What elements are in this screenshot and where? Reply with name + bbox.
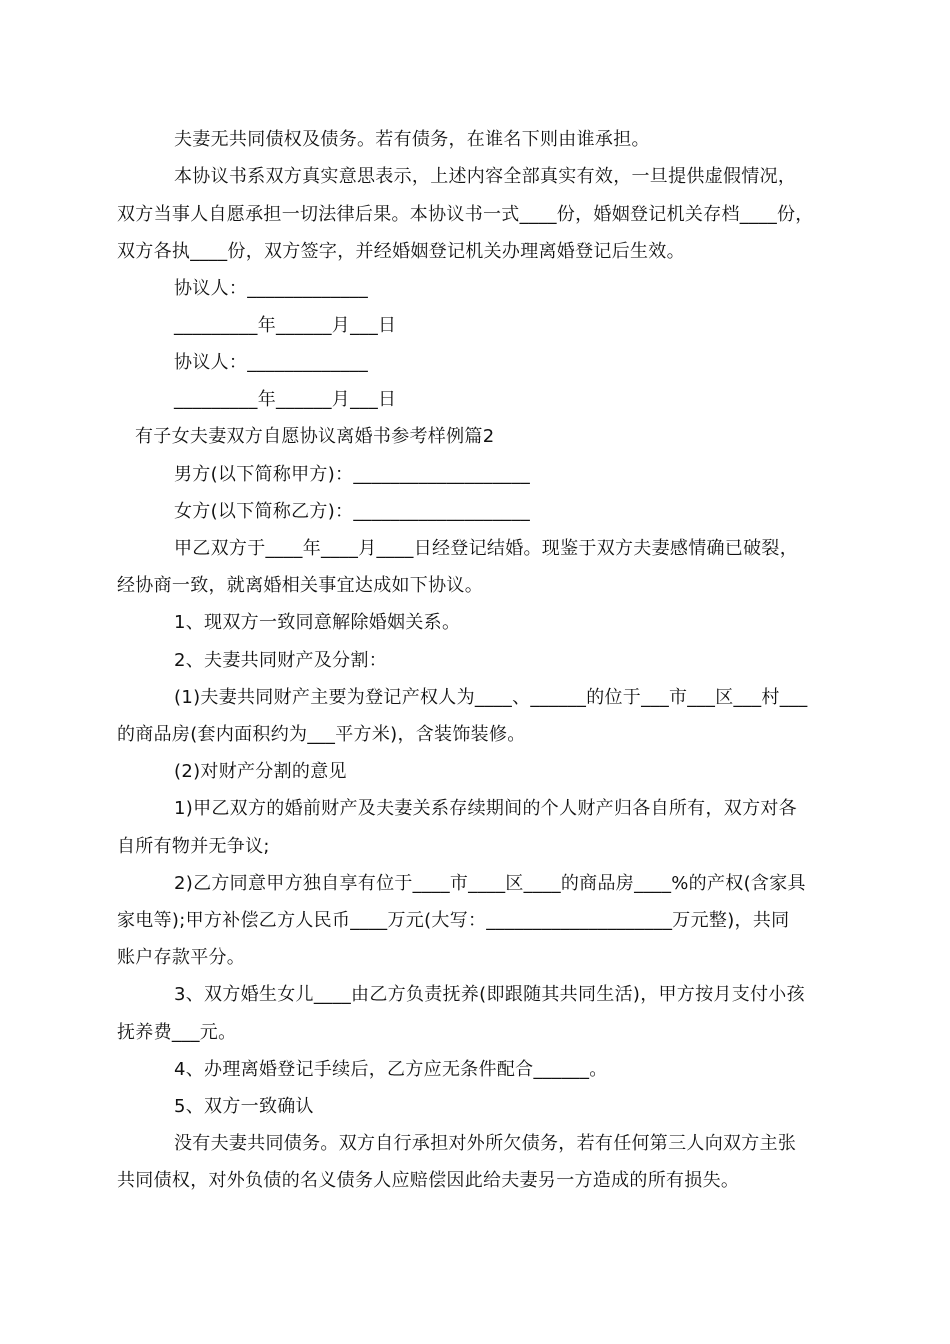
party-line: 女方(以下简称乙方)：___________________ xyxy=(174,501,531,522)
clause-line: 1、现双方一致同意解除婚姻关系。 xyxy=(174,612,461,633)
section-title: 有子女夫妻双方自愿协议离婚书参考样例篇2 xyxy=(135,426,495,447)
text-line: 自所有物并无争议; xyxy=(117,836,270,857)
clause-line: 1)甲乙双方的婚前财产及夫妻关系存续期间的个人财产归各自所有，双方对各 xyxy=(174,798,797,819)
text-line: 夫妻无共同债权及债务。若有债务，在谁名下则由谁承担。 xyxy=(174,129,650,150)
clause-line: 2)乙方同意甲方独自享有位于____市____区____的商品房____%的产权(含家具 xyxy=(174,873,806,894)
text-line: 账户存款平分。 xyxy=(117,947,246,968)
party-line: 男方(以下简称甲方)：___________________ xyxy=(174,464,531,485)
date-line: _________年______月___日 xyxy=(174,389,397,410)
text-line: 甲乙双方于____年____月____日经登记结婚。现鉴于双方夫妻感情确已破裂， xyxy=(174,538,798,559)
clause-line: (1)夫妻共同财产主要为登记产权人为____、______的位于___市___区___村___ xyxy=(174,687,808,708)
date-line: _________年______月___日 xyxy=(174,315,397,336)
clause-line: 2、夫妻共同财产及分割： xyxy=(174,650,388,671)
text-line: 没有夫妻共同债务。双方自行承担对外所欠债务，若有任何第三人向双方主张 xyxy=(174,1133,797,1154)
signature-line: 协议人：_____________ xyxy=(174,352,369,373)
text-line: 共同债权，对外负债的名义债务人应赔偿因此给夫妻另一方造成的所有损失。 xyxy=(117,1170,740,1191)
clause-line: 4、办理离婚登记手续后，乙方应无条件配合______。 xyxy=(174,1059,608,1080)
text-line: 双方各执____份，双方签字，并经婚姻登记机关办理离婚登记后生效。 xyxy=(117,241,685,262)
clause-line: 5、双方一致确认 xyxy=(174,1096,314,1117)
text-line: 双方当事人自愿承担一切法律后果。本协议书一式____份，婚姻登记机关存档____份， xyxy=(117,204,814,225)
clause-line: (2)对财产分割的意见 xyxy=(174,761,347,782)
text-line: 家电等);甲方补偿乙方人民币____万元(大写：____________________万元整)，共同 xyxy=(117,910,790,931)
text-line: 抚养费___元。 xyxy=(117,1022,237,1043)
clause-line: 3、双方婚生女儿____由乙方负责抚养(即跟随其共同生活)，甲方按月支付小孩 xyxy=(174,984,805,1005)
text-line: 的商品房(套内面积约为___平方米)，含装饰装修。 xyxy=(117,724,526,745)
signature-line: 协议人：_____________ xyxy=(174,278,369,299)
text-line: 经协商一致，就离婚相关事宜达成如下协议。 xyxy=(117,575,483,596)
text-line: 本协议书系双方真实意思表示，上述内容全部真实有效，一旦提供虚假情况， xyxy=(174,166,797,187)
